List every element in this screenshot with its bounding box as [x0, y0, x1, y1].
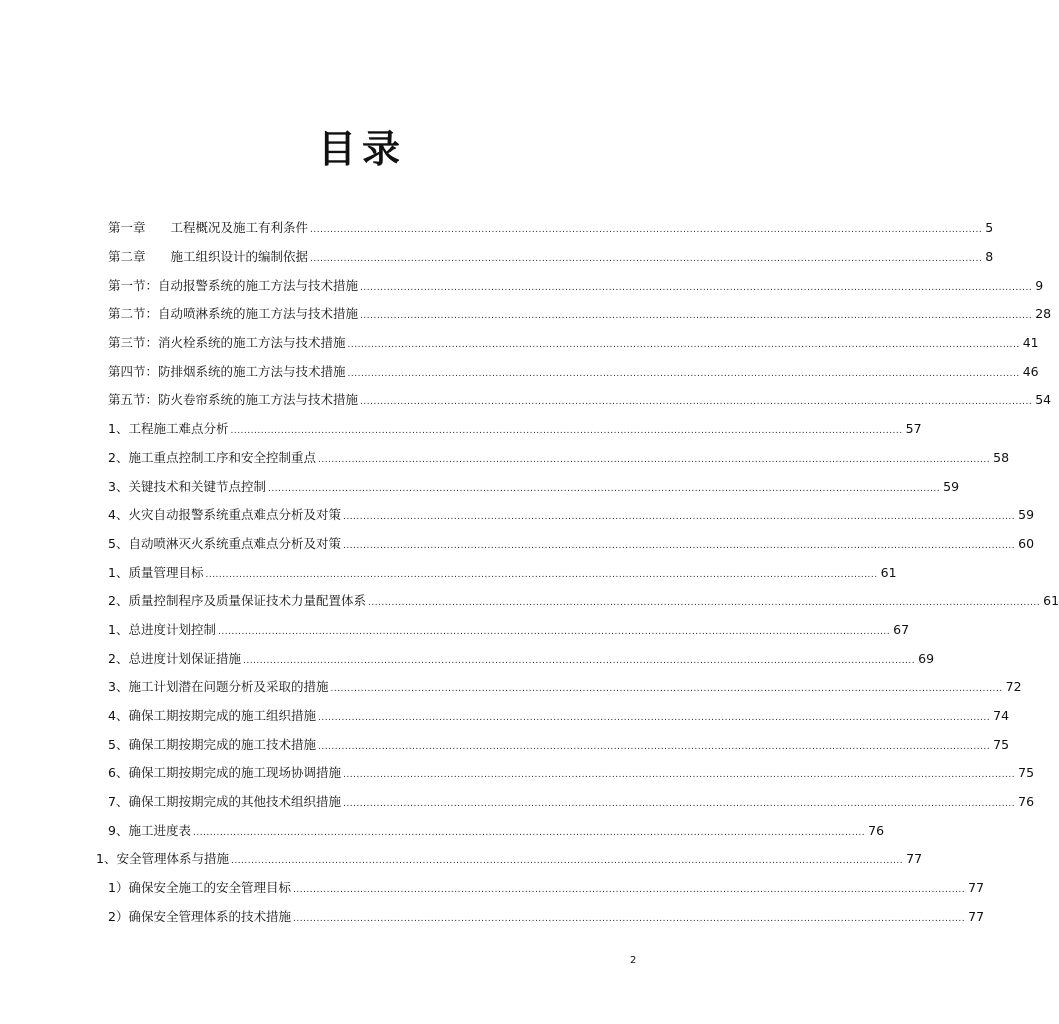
toc-entry-label: 9、施工进度表	[108, 822, 191, 838]
toc-entry-label: 4、火灾自动报警系统重点难点分析及对策	[108, 507, 341, 523]
toc-leader-dots: ........................................................................................................................................................................................................	[347, 340, 1020, 351]
toc-entry[interactable]	[0, 415, 922, 444]
toc-leader-dots: ........................................................................................................................................................................................................	[192, 827, 866, 838]
toc-entry-page: 5	[982, 221, 993, 235]
toc-entry-label: 1、工程施工难点分析	[108, 421, 229, 437]
toc-entry[interactable]	[0, 874, 985, 903]
toc-entry[interactable]	[0, 616, 910, 645]
toc-entry-label: 第二节：自动喷淋系统的施工方法与技术措施	[108, 306, 359, 322]
toc-leader-dots: ........................................................................................................................................................................................................	[360, 397, 1033, 408]
toc-entry-page: 77	[965, 881, 984, 895]
toc-entry[interactable]	[0, 903, 985, 932]
toc-entry-label: 第四节：防排烟系统的施工方法与技术措施	[108, 363, 346, 379]
toc-entry-page: 41	[1020, 336, 1039, 350]
toc-entry-label: 第二章 施工组织设计的编制依据	[108, 249, 309, 265]
toc-leader-dots: ........................................................................................................................................................................................................	[242, 655, 916, 666]
toc-entry-label: 6、确保工期按期完成的施工现场协调措施	[108, 765, 341, 781]
toc-entry-page: 46	[1020, 365, 1039, 379]
toc-leader-dots: ........................................................................................................................................................................................................	[205, 569, 878, 580]
toc-entry[interactable]	[0, 271, 1044, 300]
toc-entry[interactable]	[0, 386, 1052, 415]
toc-entry-page: 58	[990, 451, 1009, 465]
toc-entry[interactable]	[0, 243, 994, 272]
toc-entry[interactable]	[0, 730, 1010, 759]
toc-leader-dots: ........................................................................................................................................................................................................	[342, 770, 1016, 781]
toc-entry-label: 5、自动喷淋灭火系统重点难点分析及对策	[108, 535, 341, 551]
toc-entry-page: 59	[940, 480, 959, 494]
toc-entry-label: 5、确保工期按期完成的施工技术措施	[108, 736, 316, 752]
toc-entry-page: 9	[1032, 279, 1043, 293]
toc-entry-label: 2、总进度计划保证措施	[108, 650, 241, 666]
page-number: 2	[630, 955, 637, 966]
toc-entry[interactable]	[0, 702, 1010, 731]
toc-entry-page: 59	[1015, 508, 1034, 522]
toc-entry-label: 1）确保安全施工的安全管理目标	[108, 880, 291, 896]
toc-entry-label: 2）确保安全管理体系的技术措施	[108, 908, 291, 924]
toc-entry-label: 7、确保工期按期完成的其他技术组织措施	[108, 794, 341, 810]
toc-leader-dots: ........................................................................................................................................................................................................	[347, 368, 1020, 379]
toc-entry-label: 2、质量控制程序及质量保证技术力量配置体系	[108, 593, 366, 609]
toc-entry-label: 1、质量管理目标	[108, 564, 204, 580]
toc-entry[interactable]	[0, 759, 1035, 788]
toc-entry-page: 75	[1015, 766, 1034, 780]
toc-entry-page: 76	[865, 824, 884, 838]
toc-entry-label: 4、确保工期按期完成的施工组织措施	[108, 708, 316, 724]
toc-leader-dots: ........................................................................................................................................................................................................	[230, 856, 904, 867]
toc-entry-label: 第三节：消火栓系统的施工方法与技术措施	[108, 335, 346, 351]
toc-entry[interactable]	[0, 472, 960, 501]
toc-leader-dots: ........................................................................................................................................................................................................	[317, 713, 991, 724]
toc-entry-page: 8	[982, 250, 993, 264]
toc-leader-dots: ........................................................................................................................................................................................................	[360, 282, 1033, 293]
toc-entry-page: 74	[990, 709, 1009, 723]
toc-leader-dots: ........................................................................................................................................................................................................	[317, 454, 991, 465]
toc-leader-dots: ........................................................................................................................................................................................................	[317, 741, 991, 752]
toc-entry[interactable]	[0, 816, 885, 845]
toc-entry[interactable]	[0, 788, 1035, 817]
toc-entry-label: 第五节：防火卷帘系统的施工方法与技术措施	[108, 392, 359, 408]
table-of-contents	[0, 214, 1059, 931]
toc-leader-dots: ........................................................................................................................................................................................................	[310, 254, 983, 265]
toc-entry-page: 69	[915, 652, 934, 666]
toc-leader-dots: ........................................................................................................................................................................................................	[292, 885, 966, 896]
toc-entry-page: 61	[1040, 594, 1059, 608]
toc-entry-label: 3、关键技术和关键节点控制	[108, 478, 266, 494]
toc-entry-page: 61	[878, 566, 897, 580]
toc-leader-dots: ........................................................................................................................................................................................................	[342, 799, 1016, 810]
toc-entry[interactable]	[0, 300, 1052, 329]
toc-leader-dots: ........................................................................................................................................................................................................	[342, 540, 1016, 551]
toc-entry[interactable]	[0, 444, 1010, 473]
toc-entry-page: 60	[1015, 537, 1034, 551]
toc-entry-page: 28	[1032, 307, 1051, 321]
toc-entry-label: 2、施工重点控制工序和安全控制重点	[108, 449, 316, 465]
toc-entry[interactable]	[0, 644, 935, 673]
toc-leader-dots: ........................................................................................................................................................................................................	[360, 311, 1033, 322]
toc-entry-page: 76	[1015, 795, 1034, 809]
toc-entry[interactable]	[0, 501, 1035, 530]
toc-entry[interactable]	[0, 587, 1059, 616]
page-title: 目录	[317, 127, 406, 171]
toc-entry-label: 1、总进度计划控制	[108, 621, 216, 637]
toc-leader-dots: ........................................................................................................................................................................................................	[292, 913, 966, 924]
toc-leader-dots: ........................................................................................................................................................................................................	[330, 684, 1003, 695]
toc-leader-dots: ........................................................................................................................................................................................................	[230, 426, 903, 437]
toc-entry-label: 第一节：自动报警系统的施工方法与技术措施	[108, 277, 359, 293]
toc-entry-label: 1、安全管理体系与措施	[96, 851, 229, 867]
toc-entry-page: 77	[965, 910, 984, 924]
toc-entry[interactable]	[0, 357, 1039, 386]
toc-entry[interactable]	[0, 530, 1035, 559]
toc-entry[interactable]	[0, 329, 1039, 358]
toc-entry[interactable]	[0, 558, 897, 587]
toc-entry[interactable]	[0, 845, 923, 874]
toc-leader-dots: ........................................................................................................................................................................................................	[367, 598, 1041, 609]
toc-leader-dots: ........................................................................................................................................................................................................	[310, 225, 983, 236]
toc-entry-label: 第一章 工程概况及施工有利条件	[108, 220, 309, 236]
toc-entry-page: 75	[990, 738, 1009, 752]
toc-leader-dots: ........................................................................................................................................................................................................	[342, 512, 1016, 523]
toc-leader-dots: ........................................................................................................................................................................................................	[267, 483, 941, 494]
toc-entry-page: 67	[890, 623, 909, 637]
toc-leader-dots: ........................................................................................................................................................................................................	[217, 626, 891, 637]
toc-entry-page: 57	[903, 422, 922, 436]
toc-entry[interactable]	[0, 673, 1022, 702]
toc-entry-page: 54	[1032, 393, 1051, 407]
toc-entry-page: 77	[903, 852, 922, 866]
toc-entry[interactable]	[0, 214, 994, 243]
toc-entry-page: 72	[1003, 680, 1022, 694]
toc-entry-label: 3、施工计划潜在问题分析及采取的措施	[108, 679, 329, 695]
